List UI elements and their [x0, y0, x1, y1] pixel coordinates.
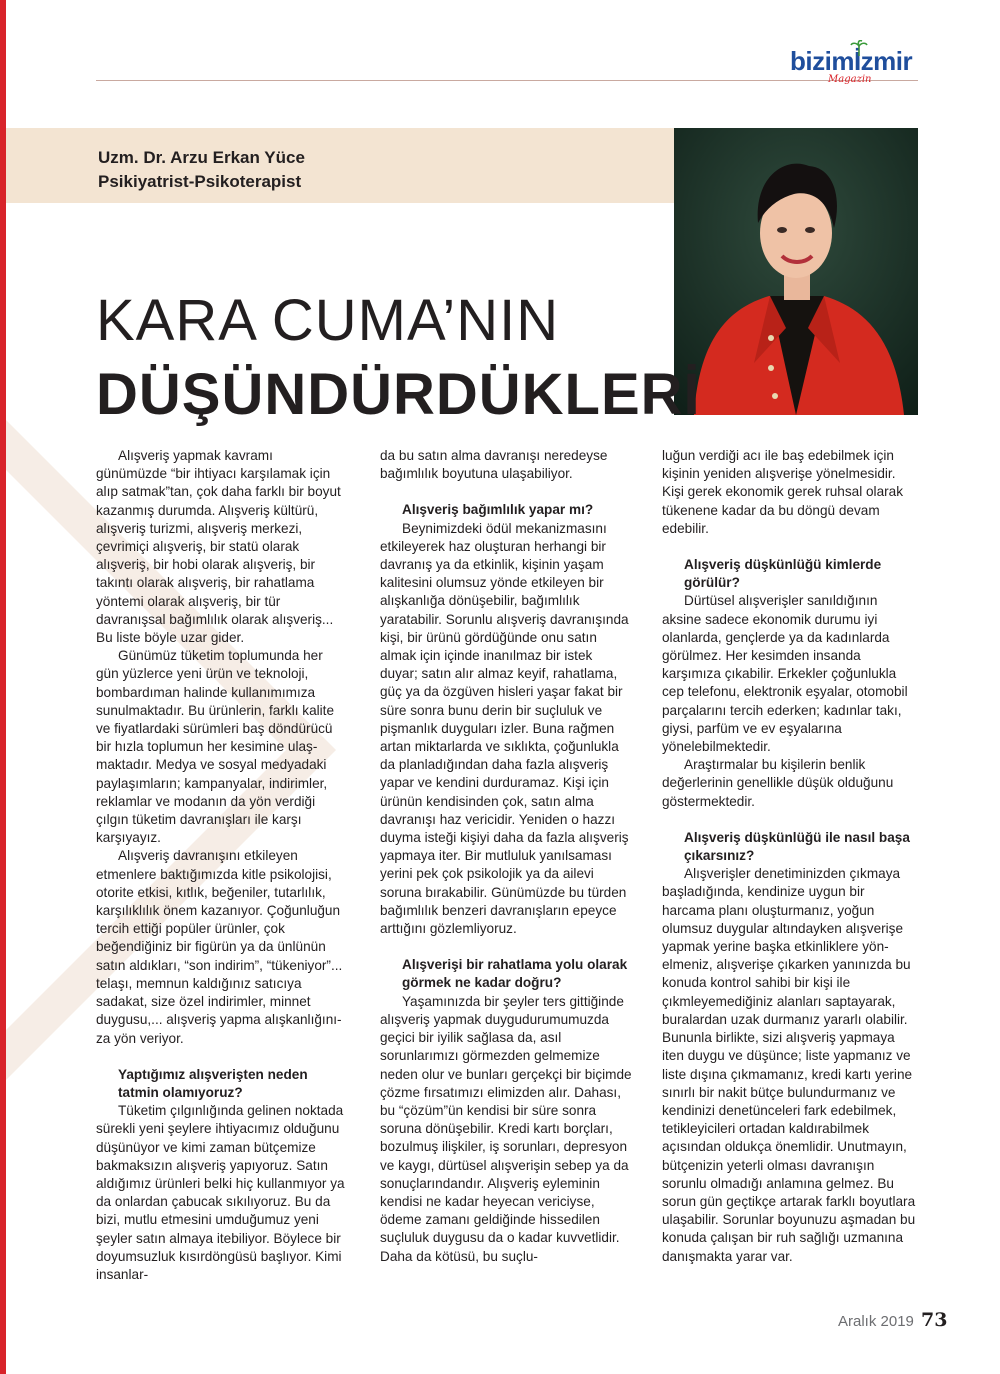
- paragraph: luğun verdiği acı ile baş edebilmek için kişinin yeniden alışverişe yönelmesidir. Kişi gerek ekonomik gerek ruhsal olarak tükenene kadar da bu döngü devam edebilir.: [662, 448, 904, 536]
- paragraph: Alışverişler denetiminizden çıkmaya başladığında, kendinize uygun bir harcama planı oluşturmanız, yoğun olumsuz duygular altındayken alışverişe yapmak yerine başka etkinliklere yönelmeniz, alışverişe çıkarken yanınızda bu konuda kontrol sahibi bir kişi ile çıkmleyemediğiniz alanları saptayarak, buralardan uzak durmanız yararlı olabilir. Bununla birlikte, sizi alışveriş yapmaya iten duygu ve düşünce; liste yapmanız ve liste dışına çıkmamanız, kredi kartı yerine sınırlı bir nakit bütçe bulundurmanız ve kendinizi denetünceleri fark edebilmek, tetikleyicileri ortadan kaldırabilmek açısından oldukça önemlidir. Unutmayın, bütçenizin yeterli olması davranışın sorunlu olmadığı anlamına gelmez. Bu sorun gün geçtikçe artarak farklı boyutlara ulaşabilir. Sorunlar boyunuzu aşmadan bu konuda çalışan bir ruh sağlığı uzmanına danışmakta yarar var.: [662, 866, 916, 1264]
- paragraph: Beynimizdeki ödül mekanizmasını etkileyerek haz oluşturan herhangi bir davranış ya da etkinlik, kişinin yaşam kalitesini olumsuz yönde etkileyen bir alışkanlığa dönüşebilir, bağımlılık yaratabilir. Sorunlu alışveriş davranışında kişi, bir ürünü gördüğünde onu satın almak için içinde inanılmaz bir istek duyar; satın alır almaz keyif, rahatlama, güç ya da özgüven hisleri yaşar fakat bir süre sonra bunu derin bir suçluluk ve pişmanlık duyguları izler. Buna rağmen artan miktarlarda ve sıklıkta, çoğunlukla da planladığından daha fazla alışveriş yapar ve kendini durduramaz. Kişi için ürünün kendisinden çok, satın alma davranışı haz vericidir. Yeniden o hazzı duyma isteği kişiyi daha da fazla alışveriş yapmaya iter. Bir mutluluk yanılsaması yerini pek çok psikolojik ya da ailevi soruna bırakabilir. Günümüzde bu türden bağımlılık benzeri davranışların epeyce arttığını gözlemliyoruz.: [380, 520, 629, 937]
- paragraph: Yaşamınızda bir şeyler ters gittiğinde alışveriş yapmak duygudurumumuzda geçici bir iyilik sağlasa da, asıl sorunlarımızı görmezden gelmemize neden olur ve bunları gerçekçi bir biçimde çözme fırsatımızı elimizden alır. Dahası, bu “çözüm”ün kendisi bir süre sonra soruna dönüşebilir. Kredi kartı borçları, bozulmuş ilişkiler, iş sorunları, depresyon ve kaygı, dürtüsel alışverişin sebep ya da sonuçlarındandır. Alışveriş eyleminin kendisi ne kadar heyecan vericiyse, ödeme zamanı geldiğinde hissedilen suçluluk duygusu da o kadar kuvvetlidir. Daha da kötüsü, bu suçlu-: [380, 993, 632, 1264]
- paragraph: Alışveriş davranışını etkileyen etmenlere baktığımızda kitle psikolojisi, otorite etkisi, kıtlık, beğeniler, tutarlılık, karşılıklılık önem kazanıyor. Çoğunluğun tercih ettiği popüler ürünler, çok beğendiğiniz bir figürün ya da ünlünün satın aldıkları, “son indirim”, “tükeniyor”... telaşı, memnun kaldığınız satıcıya sadakat, size özel indirimler, minnet duygusu,... alışveriş yapma alışkanlığınıza yön veriyor.: [96, 848, 343, 1046]
- paragraph: Alışveriş yapmak kavramı günümüzde “bir ihtiyacı karşılamak için alıp satmak”tan, çok daha farklı bir boyut kazanmış durumda. Alışveriş kültürü, alışveriş turizmi, alışveriş merkezi, çevrimiçi alışveriş, bir statü olarak alışveriş, bir hobi olarak alışveriş, bir takıntı olarak alışveriş, bir rahatlama yöntemi olarak alışveriş, bir tür davranışsal bağımlılık olarak alışveriş... Bu liste böyle uzar gider.: [96, 448, 341, 646]
- article-column-1: [96, 447, 346, 1284]
- author-title: Psikiyatrist-Psikoterapist: [98, 172, 302, 191]
- article-title-line2: DÜŞÜNDÜRDÜKLERİ: [96, 362, 701, 427]
- paragraph: Dürtüsel alışverişler sanıldığının aksine sadece ekonomik durumu iyi olanlarda, gençlerde ya da kadınlarda görülmez. Her kesimden insanda karşımıza çıkabilir. Erkekler çoğunlukla cep telefonu, elektronik eşyalar, otomobil parçalarını tercih ederken; kadınlar takı, giysi, parfüm ve ev eşyalarına yönelebilmektedir.: [662, 593, 908, 755]
- paragraph: Günümüz tüketim toplumunda her gün yüzlerce yeni ürün ve teknoloji, bombardıman halinde kullanımımıza sunulmaktadır. Bu ürünlerin, farklı kalite ve fiyatlardaki sürümleri baş döndürücü bir hızla toplumun her kesimine ulaşmaktadır. Medya ve sosyal medyadaki paylaşımların; kampanyalar, indirimler, reklamlar ve modanın da yön verdiği çılgın tüketim davranışları ile karşı karşıyayız.: [96, 648, 335, 846]
- article-column-2: [380, 447, 632, 1266]
- paragraph: da bu satın alma davranışı neredeyse bağımlılık boyutuna ulaşabiliyor.: [380, 448, 608, 482]
- author-portrait: [674, 128, 918, 415]
- paragraph: Araştırmalar bu kişilerin benlik değerlerinin genellikle düşük olduğunu göstermektedir.: [662, 757, 894, 809]
- section-heading: Alışveriş bağımlılık yapar mı?: [402, 502, 594, 518]
- page-number: 73: [921, 1309, 948, 1331]
- section-heading: Alışveriş düşkünlüğü ile nasıl başa çıkarsınız?: [684, 829, 910, 864]
- publication-logo: [790, 46, 920, 90]
- paragraph: Tüketim çılgınlığında gelinen noktada sürekli yeni şeylere ihtiyacımız olduğunu düşünüyor ve kimi zaman bütçemize bakmaksızın alışveriş yapıyoruz. Satın aldığımız ürünleri belki hiç kullanmıyor ya da onlardan çabucak sıkılıyoruz. Bu da bizi, mutlu etmesini umduğumuz yeni şeyler satın almaya itebiliyor. Böylece bir doyumsuzluk kısırdöngüsü başlıyor. Kimi insanlar-: [96, 1103, 345, 1282]
- article-column-3: [662, 447, 918, 1266]
- palm-tree-icon: [850, 40, 868, 56]
- section-heading: Alışverişi bir rahatlama yolu olarak görmek ne kadar doğru?: [402, 957, 628, 991]
- section-heading: Yaptığımız alışverişten neden tatmin olamıyoruz?: [118, 1066, 308, 1100]
- logo-wordmark: bizimİzmir: [790, 46, 913, 76]
- author-name: Uzm. Dr. Arzu Erkan Yüce: [98, 148, 305, 167]
- issue-date: Aralık 2019: [838, 1313, 914, 1330]
- logo-subtitle: Magazin: [828, 74, 872, 85]
- article-title-line1: KARA CUMA’NIN: [96, 288, 560, 353]
- section-heading: Alışveriş düşkünlüğü kimlerde görülür?: [684, 557, 882, 591]
